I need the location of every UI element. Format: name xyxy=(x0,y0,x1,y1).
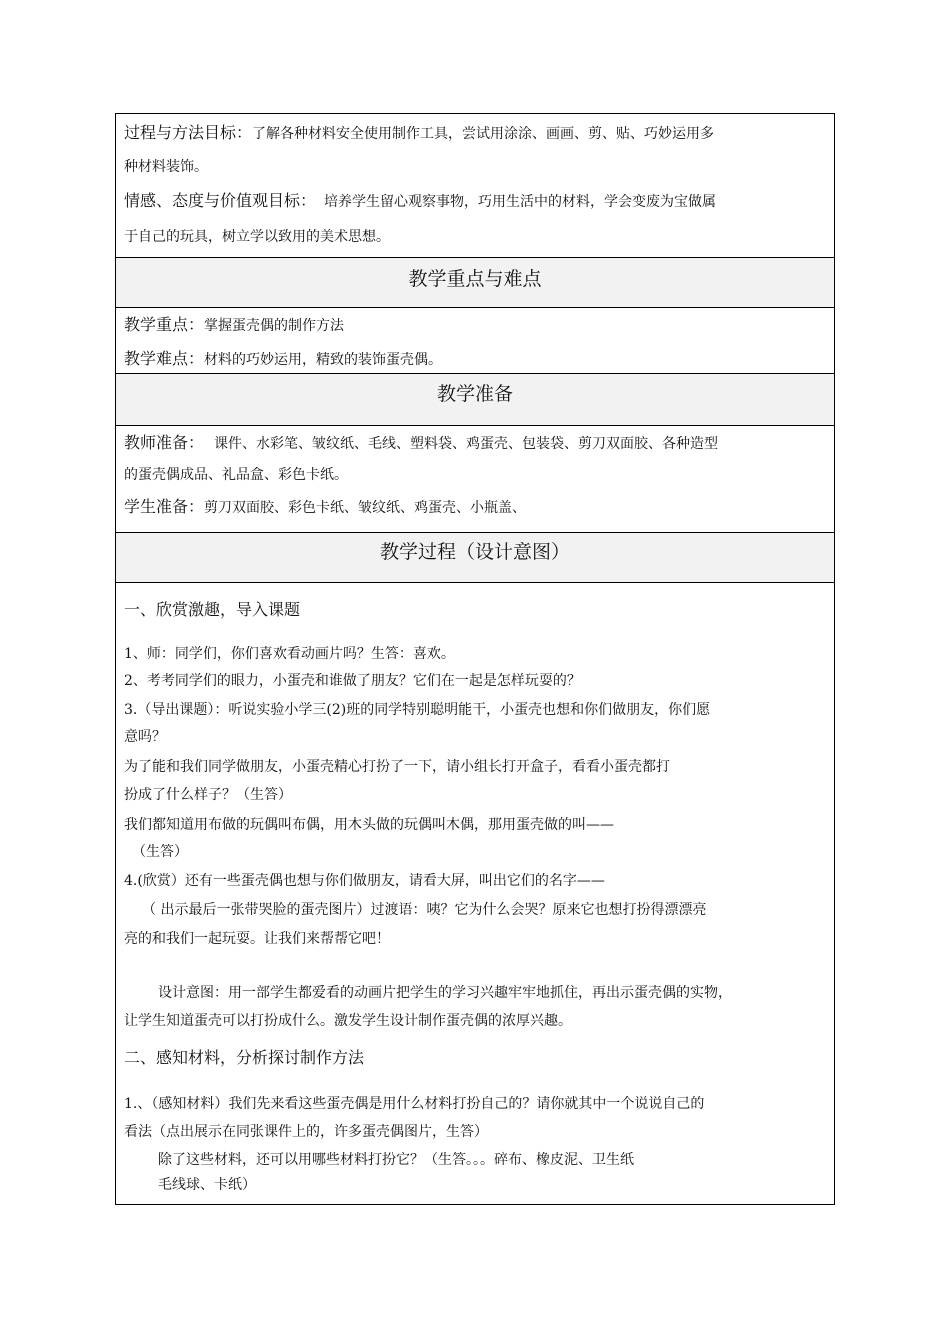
section1-line: 1、师：同学们，你们喜欢看动画片吗？生答：喜欢。 xyxy=(124,646,455,662)
section1-line: 我们都知道用布做的玩偶叫布偶，用木头做的玩偶叫木偶，那用蛋壳做的叫—— xyxy=(124,817,614,833)
design-intent-cont: 让学生知道蛋壳可以打扮成什么。激发学生设计制作蛋壳偶的浓厚兴趣。 xyxy=(124,1013,572,1029)
process-title: 教学过程（设计意图） xyxy=(379,541,570,563)
process-objective xyxy=(124,120,714,143)
student-prep xyxy=(124,494,526,517)
section1-title: 一、欣赏激趣，导入课题 xyxy=(124,600,301,619)
section1-line: （ 出示最后一张带哭脸的蛋壳图片）过渡语：咦？它为什么会哭？原来它也想打扮得漂漂亮 xyxy=(142,902,707,918)
difficult-point-label: 教学难点： xyxy=(124,349,205,368)
process-objective-label: 过程与方法目标： xyxy=(124,123,253,142)
preparation-heading xyxy=(116,373,834,425)
emotion-objective-cont: 于自己的玩具，树立学以致用的美术思想。 xyxy=(124,229,390,245)
emotion-objective-label: 情感、态度与价值观目标： xyxy=(124,191,317,210)
preparation-cell xyxy=(116,425,834,532)
key-point-label: 教学重点： xyxy=(124,315,205,334)
section1-line: 2、考考同学们的眼力，小蛋壳和谁做了朋友？它们在一起是怎样玩耍的？ xyxy=(124,673,581,689)
teacher-prep-text: 课件、水彩笔、皱纹纸、毛线、塑料袋、鸡蛋壳、包装袋、剪刀双面胶、各种造型 xyxy=(214,436,719,452)
key-points-title: 教学重点与难点 xyxy=(408,268,542,290)
section2-line: 看法（点出展示在同张课件上的，许多蛋壳偶图片，生答） xyxy=(124,1124,488,1140)
difficult-point xyxy=(124,346,442,369)
key-points-heading xyxy=(116,257,834,307)
lesson-plan-table xyxy=(115,113,835,1205)
lesson-plan-page xyxy=(115,113,835,1205)
process-objective-text: 了解各种材料安全使用制作工具，尝试用涂涂、画画、剪、贴、巧妙运用多 xyxy=(252,126,715,142)
section2-line: 毛线球、卡纸） xyxy=(158,1177,256,1193)
section1-line: 扮成了什么样子？（生答） xyxy=(124,787,292,803)
objectives-cell xyxy=(116,114,834,257)
section1-line: 4.(欣赏）还有一些蛋壳偶也想与你们做朋友，请看大屏，叫出它们的名字—— xyxy=(124,873,605,889)
section1-line: 意吗？ xyxy=(124,729,166,745)
section2-line: 1.、（感知材料）我们先来看这些蛋壳偶是用什么材料打扮自己的？请你就其中一个说说自己的 xyxy=(124,1096,705,1112)
section2-line: 除了这些材料，还可以用哪些材料打扮它？（生答。。。碎布、橡皮泥、卫生纸 xyxy=(158,1152,634,1168)
process-cell xyxy=(116,582,834,1204)
process-objective-cont: 种材料装饰。 xyxy=(124,159,208,175)
key-point xyxy=(124,312,344,335)
difficult-point-text: 材料的巧妙运用，精致的装饰蛋壳偶。 xyxy=(204,352,443,368)
student-prep-text: 剪刀双面胶、彩色卡纸、皱纹纸、鸡蛋壳、小瓶盖、 xyxy=(204,500,527,516)
emotion-objective xyxy=(124,188,716,211)
teacher-prep xyxy=(124,430,718,453)
section2-title: 二、感知材料，分析探讨制作方法 xyxy=(124,1048,365,1067)
section1-line: （生答） xyxy=(132,844,188,860)
teacher-prep-label: 教师准备： xyxy=(124,433,205,452)
section1-line: 为了能和我们同学做朋友，小蛋壳精心打扮了一下，请小组长打开盒子，看看小蛋壳都打 xyxy=(124,759,670,775)
design-intent: 设计意图：用一部学生都爱看的动画片把学生的学习兴趣牢牢地抓住，再出示蛋壳偶的实物， xyxy=(158,985,732,1001)
preparation-title: 教学准备 xyxy=(436,383,513,405)
key-point-text: 掌握蛋壳偶的制作方法 xyxy=(204,318,345,334)
section1-line: 3.（导出课题）：听说实验小学三(2)班的同学特别聪明能干，小蛋壳也想和你们做朋友，你们愿 xyxy=(124,702,711,718)
emotion-objective-text: 培养学生留心观察事物，巧用生活中的材料，学会变废为宝做属 xyxy=(324,194,717,210)
section1-line: 亮的和我们一起玩耍。让我们来帮帮它吧！ xyxy=(124,931,390,947)
student-prep-label: 学生准备： xyxy=(124,497,205,516)
process-heading xyxy=(116,532,834,582)
key-points-cell xyxy=(116,307,834,373)
teacher-prep-cont: 的蛋壳偶成品、礼品盒、彩色卡纸。 xyxy=(124,467,348,483)
